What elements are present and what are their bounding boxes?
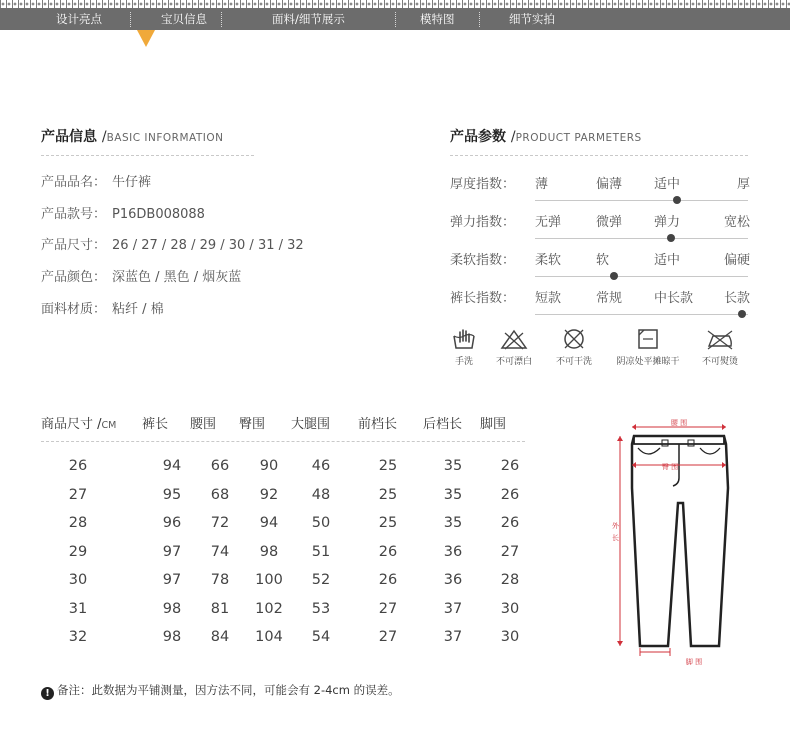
pants-outline — [632, 436, 728, 646]
param-row — [450, 287, 750, 311]
size-table-cell: 26 — [500, 486, 520, 503]
size-column-header: 大腿围 — [291, 417, 331, 432]
param-scale-line — [535, 200, 748, 201]
basic-info-title: 产品信息 /BASIC INFORMATION — [41, 129, 224, 145]
size-table-cell: 31 — [68, 600, 88, 617]
size-table-cell: 98 — [259, 543, 279, 560]
size-column-header: 脚围 — [480, 417, 507, 432]
param-option: 软 — [596, 253, 610, 268]
nav-separator — [130, 12, 131, 27]
param-option: 长款 — [723, 291, 750, 306]
size-table-cell: 25 — [378, 515, 398, 531]
size-table-cell: 30 — [500, 629, 520, 645]
param-option: 薄 — [535, 177, 549, 192]
size-table-cell: 96 — [162, 515, 182, 531]
shade-flat-dry-icon — [637, 328, 659, 350]
param-option: 常规 — [596, 291, 623, 306]
params-title: 产品参数 /PRODUCT PARMETERS — [450, 129, 642, 145]
size-table-cell: 50 — [311, 515, 331, 531]
size-table-cell: 46 — [311, 458, 331, 474]
nav-tab-design-highlights[interactable]: 设计亮点 — [56, 12, 102, 26]
size-table-cell: 26 — [500, 458, 520, 474]
size-table-cell: 81 — [210, 600, 230, 617]
param-scale-line — [535, 238, 748, 239]
top-decoration-border — [0, 0, 790, 9]
nav-separator — [395, 12, 396, 27]
size-table-cell: 98 — [162, 629, 182, 645]
size-table-cell: 97 — [162, 572, 182, 588]
size-table-cell: 35 — [443, 515, 463, 531]
size-table-cell: 94 — [162, 458, 182, 474]
size-table-cell: 26 — [378, 572, 398, 588]
size-table-cell: 36 — [443, 543, 463, 560]
size-column-header: 裤长 — [142, 417, 169, 432]
param-option: 宽松 — [723, 215, 750, 230]
params-divider — [450, 155, 748, 156]
size-table-cell: 26 — [500, 515, 520, 531]
size-table-cell: 32 — [68, 629, 88, 645]
size-table-cell: 30 — [68, 572, 88, 588]
size-table-cell: 25 — [378, 486, 398, 503]
no-bleach-icon — [499, 328, 529, 350]
care-no-iron: 不可熨烫 — [697, 328, 743, 367]
size-table-cell: 28 — [68, 515, 88, 531]
param-option: 中长款 — [654, 291, 694, 306]
param-label: 柔软指数： — [450, 253, 516, 268]
no-dry-clean-icon — [561, 328, 587, 350]
exclamation-icon: ! — [41, 687, 54, 700]
param-option: 柔软 — [535, 253, 562, 268]
info-row-sizes: 产品尺寸： 26 / 27 / 28 / 29 / 30 / 31 / 32 — [41, 238, 304, 253]
size-table-cell: 27 — [378, 600, 398, 617]
size-table-cell: 104 — [255, 629, 283, 645]
param-option: 适中 — [654, 177, 681, 192]
size-table-cell: 26 — [68, 458, 88, 474]
nav-separator — [221, 12, 222, 27]
care-no-bleach: 不可漂白 — [491, 328, 537, 367]
care-hand-wash: 手洗 — [448, 328, 480, 367]
size-table-cell: 51 — [311, 543, 331, 560]
hip-label: 臀 围 — [661, 463, 679, 471]
param-label: 裤长指数： — [450, 291, 516, 306]
info-row-colors: 产品颜色： 深蓝色 / 黑色 / 烟灰蓝 — [41, 270, 242, 285]
size-table-cell: 37 — [443, 600, 463, 617]
nav-separator — [479, 12, 480, 27]
size-table-cell: 27 — [500, 543, 520, 560]
size-table-cell: 35 — [443, 486, 463, 503]
size-table-cell: 27 — [378, 629, 398, 645]
size-table-cell: 72 — [210, 515, 230, 531]
param-label: 厚度指数： — [450, 177, 516, 192]
size-table-cell: 84 — [210, 629, 230, 645]
param-selected-dot — [610, 272, 618, 280]
size-column-header: 腰围 — [190, 417, 217, 432]
length-label-2: 长 — [612, 534, 619, 542]
size-table-cell: 100 — [255, 572, 283, 588]
size-table-cell: 28 — [500, 572, 520, 588]
param-option: 无弹 — [535, 215, 562, 230]
info-row-style-no: 产品款号： P16DB008088 — [41, 207, 205, 222]
care-no-dry-clean: 不可干洗 — [551, 328, 597, 367]
param-option: 厚 — [736, 177, 750, 192]
size-table-cell: 53 — [311, 600, 331, 617]
waist-label: 腰 围 — [670, 419, 688, 427]
size-table-cell: 35 — [443, 458, 463, 474]
param-selected-dot — [673, 196, 681, 204]
size-table-cell: 52 — [311, 572, 331, 588]
size-table-cell: 36 — [443, 572, 463, 588]
size-table-cell: 102 — [255, 600, 283, 617]
size-column-header: 后档长 — [423, 417, 463, 432]
param-scale-line — [535, 314, 748, 315]
hem-label: 脚 围 — [685, 658, 703, 666]
size-table-cell: 74 — [210, 543, 230, 560]
size-table-cell: 37 — [443, 629, 463, 645]
active-tab-arrow-icon — [137, 30, 155, 47]
size-table-cell: 48 — [311, 486, 331, 503]
size-table-cell: 27 — [68, 486, 88, 503]
nav-tab-product-info[interactable]: 宝贝信息 — [161, 12, 207, 26]
pants-measurement-diagram — [590, 408, 790, 668]
size-table-cell: 95 — [162, 486, 182, 503]
size-column-header: 前档长 — [358, 417, 398, 432]
size-table-cell: 94 — [259, 515, 279, 531]
param-option: 微弹 — [596, 215, 623, 230]
size-table-cell: 78 — [210, 572, 230, 588]
basic-info-divider — [41, 155, 254, 156]
size-table-cell: 98 — [162, 600, 182, 617]
param-selected-dot — [738, 310, 746, 318]
size-table-title: 商品尺寸 /CM — [41, 417, 117, 432]
param-row — [450, 211, 750, 235]
size-table-cell: 90 — [259, 458, 279, 474]
size-table-cell: 68 — [210, 486, 230, 503]
param-option: 偏硬 — [723, 253, 750, 268]
measurement-note: ! 备注：此数据为平铺测量，因方法不同，可能会有 2-4cm 的误差。 — [41, 682, 400, 700]
param-scale-line — [535, 276, 748, 277]
size-table-cell: 29 — [68, 543, 88, 560]
size-table-cell: 30 — [500, 600, 520, 617]
nav-tab-model-photos[interactable]: 模特图 — [420, 12, 455, 26]
size-table-cell: 25 — [378, 458, 398, 474]
size-table-cell: 92 — [259, 486, 279, 503]
param-option: 适中 — [654, 253, 681, 268]
param-option: 弹力 — [654, 215, 681, 230]
care-shade-flat-dry: 阴凉处平摊晾干 — [610, 328, 686, 367]
size-table-cell: 97 — [162, 543, 182, 560]
param-label: 弹力指数： — [450, 215, 516, 230]
info-row-name: 产品品名： 牛仔裤 — [41, 175, 152, 190]
param-option: 短款 — [535, 291, 562, 306]
nav-tab-detail-photos[interactable]: 细节实拍 — [509, 12, 555, 26]
hand-wash-icon — [451, 328, 477, 350]
size-column-header: 臀围 — [239, 417, 266, 432]
param-selected-dot — [667, 234, 675, 242]
param-row — [450, 173, 750, 197]
info-row-material: 面料材质： 粘纤 / 棉 — [41, 302, 164, 317]
param-row — [450, 249, 750, 273]
no-iron-icon — [705, 328, 735, 350]
top-nav-bar — [0, 9, 790, 30]
size-table-cell: 26 — [378, 543, 398, 560]
size-table-divider — [41, 441, 525, 442]
param-option: 偏薄 — [596, 177, 623, 192]
size-table-cell: 54 — [311, 629, 331, 645]
nav-tab-fabric-details[interactable]: 面料/细节展示 — [272, 12, 345, 26]
length-label-1: 外 — [612, 522, 619, 530]
size-table-cell: 66 — [210, 458, 230, 474]
